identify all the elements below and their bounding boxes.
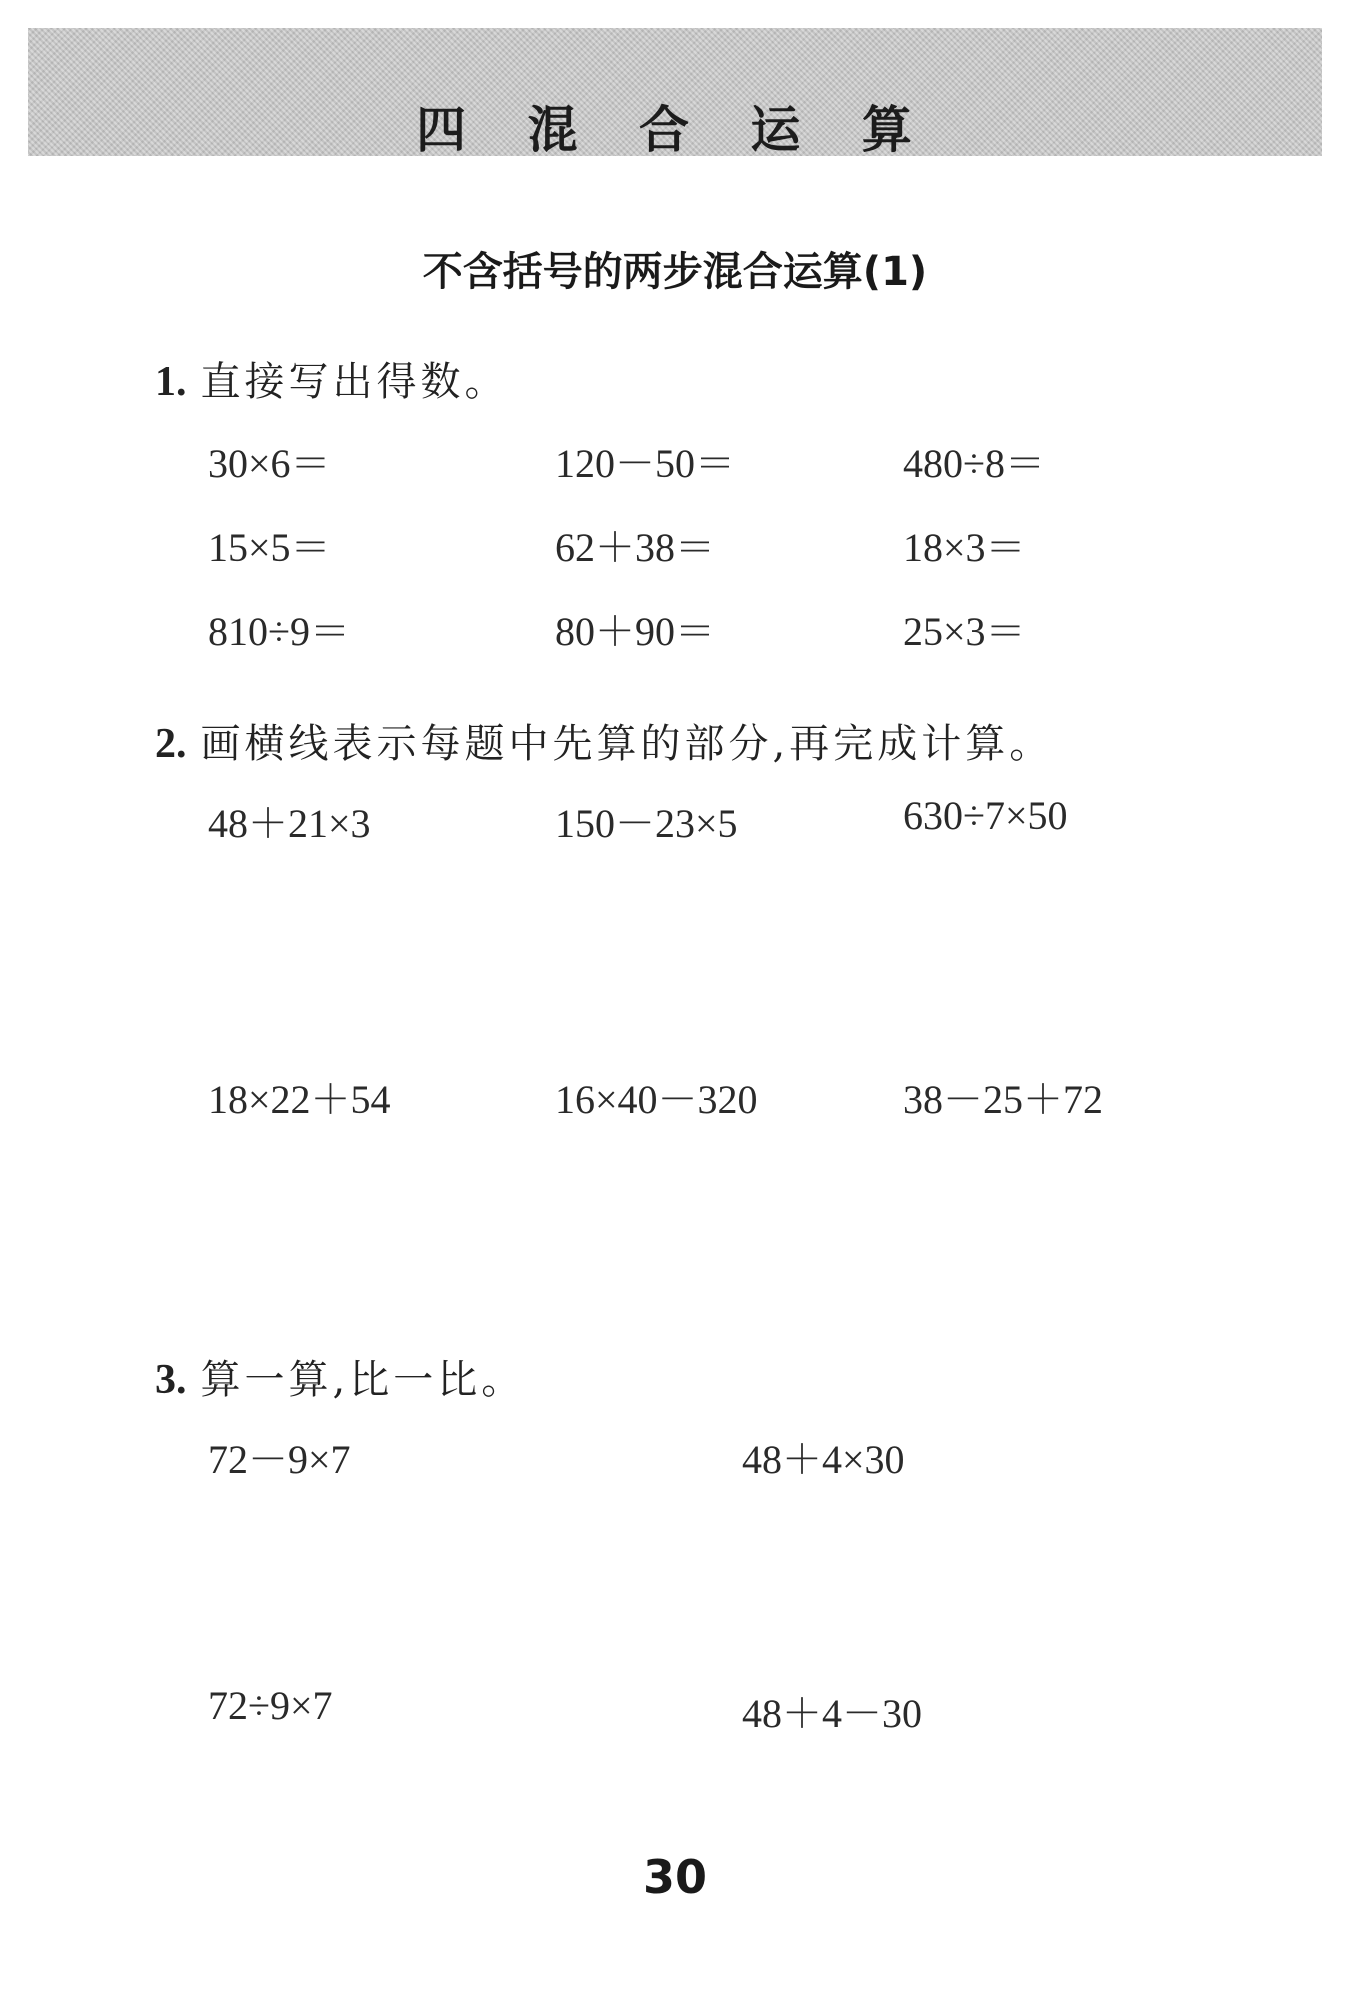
question-2-heading [155,712,1053,769]
question-1-prompt: 直接写出得数。 [200,359,509,405]
q3-item: 72÷9×7 [208,1683,333,1728]
question-3-number: 3. [155,1357,187,1403]
q2-item: 16×40－320 [555,1077,758,1122]
question-1-number: 1. [155,359,187,405]
section-title: 不含括号的两步混合运算(1) [422,249,928,295]
q1-item: 480÷8＝ [903,441,1045,486]
question-2-number: 2. [155,721,187,767]
chapter-title: 四 混 合 运 算 [416,101,934,159]
question-3-prompt: 算一算,比一比。 [200,1357,526,1403]
q1-item: 18×3＝ [903,525,1026,570]
question-3-heading [155,1348,525,1405]
q1-item: 810÷9＝ [208,609,350,654]
q1-item: 80＋90＝ [555,609,715,654]
q3-item: 48＋4×30 [742,1437,905,1482]
q1-item: 120－50＝ [555,441,735,486]
q2-item: 18×22＋54 [208,1077,391,1122]
q3-item: 72－9×7 [208,1437,351,1482]
q1-item: 15×5＝ [208,525,331,570]
q1-item: 25×3＝ [903,609,1026,654]
q2-item: 48＋21×3 [208,801,371,846]
q2-item: 630÷7×50 [903,793,1068,838]
q1-item: 62＋38＝ [555,525,715,570]
page-number: 30 [642,1850,707,1904]
q2-item: 38－25＋72 [903,1077,1103,1122]
question-2-prompt: 画横线表示每题中先算的部分,再完成计算。 [200,721,1054,767]
q2-item: 150－23×5 [555,801,738,846]
q3-item: 48＋4－30 [742,1691,922,1736]
q1-item: 30×6＝ [208,441,331,486]
question-1-heading [155,350,509,407]
